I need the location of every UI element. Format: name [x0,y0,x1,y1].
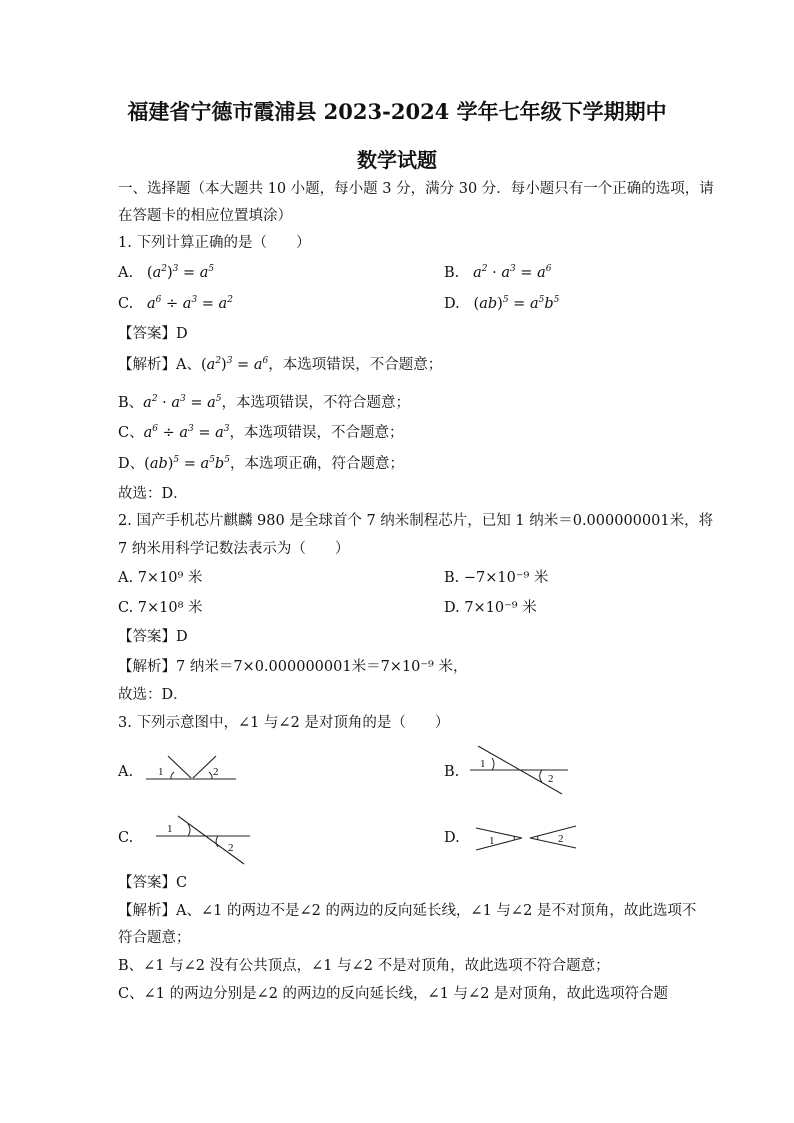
q1-analysis-c-suffix: ，本选项错误，不合题意； [229,425,404,441]
q1-analysis-a [118,356,442,374]
q1-conclusion: 故选：D． [118,486,188,502]
q3-figure-b-arc-1 [492,758,494,770]
q1-analysis-d [118,455,404,473]
q3-analysis-line2: 符合题意； [118,930,191,946]
q1-analysis-a-formula: $(a^2)^3 = a^6$ [200,356,269,373]
q1-option-a-formula: $(a^2)^3 = a^5$ [146,264,215,281]
q2-conclusion: 故选：D． [118,687,188,703]
q1-analysis-c-prefix: C、 [118,425,144,441]
q3-option-c-label: C. [118,830,134,846]
q1-option-b-label: B. [444,265,460,281]
q1-option-a [118,264,214,282]
q2-option-c: C. 7×10⁸ 米 [118,600,203,616]
q1-analysis-a-prefix: A、 [176,357,201,373]
q3-figure-a-label-1: 1 [158,766,164,778]
page-subtitle: 数学试题 [357,148,437,172]
q3-option-b-label: B. [444,764,460,780]
q3-figure-d-label-2: 2 [558,833,564,845]
q3-figure-c-arc-1 [188,824,190,836]
q1-analysis-tag: 【解析】 [118,357,176,373]
q2-analysis: 【解析】7 纳米＝7×0.000000001米＝7×10⁻⁹ 米， [118,659,468,675]
q1-analysis-c [118,424,404,442]
q1-option-b-formula: $a^2 \cdot a^3 = a^6$ [473,264,552,281]
q1-analysis-c-formula: $a^6 \div a^3 = a^3$ [143,424,230,441]
q3-figure-a-arc-1 [171,772,174,779]
q3-stem: 3. 下列示意图中，∠1 与∠2 是对顶角的是（ ） [118,715,450,731]
q3-figure-d [472,822,582,856]
section-heading-line2: 在答题卡的相应位置填涂） [118,208,292,224]
q3-figure-c-slanted-line [178,816,244,864]
q3-figure-b-label-2: 2 [548,773,554,785]
q1-option-c-formula: $a^6 \div a^3 = a^2$ [147,295,233,312]
q3-option-d-label: D. [444,830,460,846]
q1-analysis-b-suffix: ，本选项错误，不符合题意； [221,395,411,411]
q3-figure-a-label-2: 2 [213,766,219,778]
q1-analysis-d-suffix: ，本选项正确，符合题意； [229,456,404,472]
q3-figure-d-right-lower-ray [530,838,576,848]
q3-figure-b-label-1: 1 [480,758,486,770]
page-title: 福建省宁德市霞浦县 2023-2024 学年七年级下学期期中 [127,99,667,124]
q3-figure-c-label-2: 2 [228,842,234,854]
q2-stem-line2: 7 纳米用科学记数法表示为（ ） [118,541,350,557]
q3-figure-b [470,742,580,798]
q3-analysis-line4: C、∠1 的两边分别是∠2 的两边的反向延长线，∠1 与∠2 是对顶角，故此选项符合题 [118,986,669,1002]
q2-option-a: A. 7×10⁹ 米 [118,570,203,586]
q3-analysis-line1: 【解析】A、∠1 的两边不是∠2 的两边的反向延长线，∠1 与∠2 是不对顶角，故此选项不 [118,903,697,919]
q2-option-b: B. −7×10⁻⁹ 米 [444,570,549,586]
q3-figure-a-arc-2 [209,772,212,779]
q1-analysis-a-suffix: ，本选项错误，不合题意； [268,357,443,373]
q1-analysis-b [118,394,410,412]
q1-option-a-label: A. [118,265,134,281]
q1-option-c-label: C. [118,296,134,312]
q1-option-c [118,295,233,313]
q1-analysis-d-prefix: D、 [118,456,145,472]
q3-figure-a [140,748,250,788]
q3-figure-c-label-1: 1 [167,823,173,835]
q1-stem: 1. 下列计算正确的是（ ） [118,235,311,251]
q3-figure-d-right-upper-ray [530,826,576,838]
q1-option-b [444,264,551,282]
q1-analysis-b-prefix: B、 [118,395,144,411]
q1-analysis-d-formula: $(ab)^5 = a^5b^5$ [144,455,230,472]
q3-option-a-label: A. [118,764,134,780]
q3-figure-d-label-1: 1 [489,835,495,847]
q2-stem-line1: 2. 国产手机芯片麒麟 980 是全球首个 7 纳米制程芯片，已知 1 纳米＝0.000000001米，将 [118,513,714,529]
q1-option-d-formula: $(ab)^5 = a^5b^5$ [473,295,560,312]
q3-figure-b-arc-2 [540,770,542,782]
q2-option-d: D. 7×10⁻⁹ 米 [444,600,537,616]
section-heading-line1: 一、选择题（本大题共 10 小题，每小题 3 分，满分 30 分．每小题只有一个正确的选项，请 [118,181,714,197]
q3-answer: 【答案】C [118,875,188,891]
q3-figure-d-left-lower-ray [476,838,522,850]
q1-answer: 【答案】D [118,326,188,342]
q1-analysis-b-formula: $a^2 \cdot a^3 = a^5$ [143,394,222,411]
q2-answer: 【答案】D [118,629,188,645]
q3-figure-c [150,812,260,868]
q3-analysis-line3: B、∠1 与∠2 没有公共顶点，∠1 与∠2 不是对顶角，故此选项不符合题意； [118,958,610,974]
q1-option-d [444,295,559,313]
q3-figure-d-left-upper-ray [476,828,522,838]
q1-option-d-label: D. [444,296,460,312]
